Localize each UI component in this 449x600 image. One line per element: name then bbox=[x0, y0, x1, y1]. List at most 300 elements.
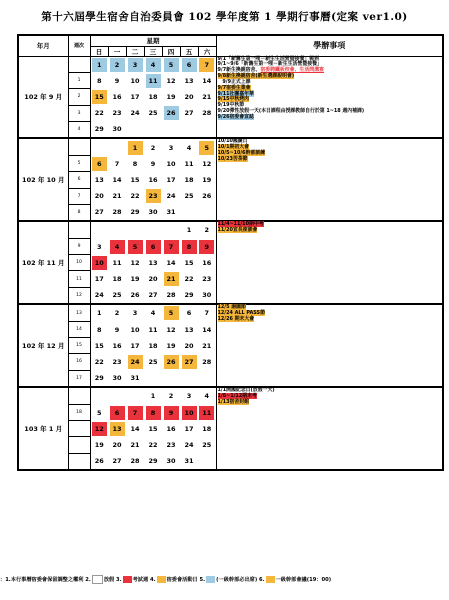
day-cell bbox=[108, 56, 126, 73]
day-number: 23 bbox=[202, 275, 212, 284]
day-number: 24 bbox=[128, 355, 143, 369]
day-number: 9 bbox=[114, 76, 120, 85]
day-number: 4 bbox=[204, 392, 210, 401]
day-number: 12 bbox=[130, 258, 140, 267]
day-cell bbox=[126, 239, 144, 255]
day-cell bbox=[162, 387, 180, 404]
event-text: 9/7新生換親宿舍、 bbox=[217, 67, 261, 74]
day-cell bbox=[108, 156, 126, 172]
day-cell bbox=[126, 56, 144, 73]
event-text: 9/20彈性放假一天(本日課程由授課教師自行於第 1~18 週內補課) bbox=[217, 108, 365, 115]
day-cell bbox=[144, 404, 162, 420]
day-cell bbox=[162, 437, 180, 453]
day-cell bbox=[144, 387, 162, 404]
day-cell bbox=[108, 354, 126, 370]
day-cell bbox=[180, 156, 198, 172]
week-number bbox=[68, 421, 90, 437]
week-number: 6 bbox=[68, 172, 90, 188]
day-number: 27 bbox=[184, 109, 194, 118]
day-number: 24 bbox=[94, 291, 104, 300]
legend-index-4: 4. bbox=[150, 577, 156, 583]
day-cell bbox=[144, 370, 162, 387]
day-number: 15 bbox=[94, 341, 104, 350]
week-number bbox=[68, 138, 90, 155]
day-number bbox=[146, 371, 161, 385]
event-text: 1/1開國紀念日(放假一天) bbox=[217, 387, 275, 394]
day-cell bbox=[126, 437, 144, 453]
day-cell bbox=[144, 437, 162, 453]
day-cell bbox=[180, 387, 198, 404]
day-number: 14 bbox=[202, 325, 212, 334]
day-cell bbox=[144, 73, 162, 89]
day-cell bbox=[144, 172, 162, 188]
day-number bbox=[182, 205, 197, 219]
day-number: 17 bbox=[130, 341, 140, 350]
day-cell bbox=[198, 354, 216, 370]
day-number: 25 bbox=[148, 357, 158, 366]
day-cell bbox=[198, 271, 216, 287]
day-cell bbox=[162, 271, 180, 287]
day-number: 21 bbox=[112, 192, 122, 201]
day-number: 7 bbox=[204, 309, 210, 318]
day-number: 6 bbox=[182, 58, 197, 72]
day-cell bbox=[126, 271, 144, 287]
day-number: 22 bbox=[148, 440, 158, 449]
event-text: 9/1「新舊生第一哩－新生生活營暨接餐」報到 bbox=[217, 55, 320, 62]
day-cell bbox=[108, 138, 126, 155]
day-number: 6 bbox=[186, 309, 192, 318]
day-cell bbox=[180, 255, 198, 271]
day-number: 5 bbox=[128, 240, 143, 254]
day-cell bbox=[162, 73, 180, 89]
weekday-header: 日 bbox=[90, 46, 108, 56]
day-cell bbox=[198, 204, 216, 221]
weekday-header: 五 bbox=[180, 46, 198, 56]
day-cell bbox=[108, 204, 126, 221]
event-text: 9/8新生換親宿舍(新生選課說明會) bbox=[217, 73, 295, 80]
day-cell bbox=[198, 221, 216, 238]
day-number: 7 bbox=[114, 159, 120, 168]
day-cell bbox=[90, 387, 108, 404]
day-cell bbox=[108, 89, 126, 105]
day-number: 26 bbox=[130, 291, 140, 300]
day-number: 24 bbox=[184, 440, 194, 449]
day-number: 12 bbox=[202, 159, 212, 168]
day-number: 1 bbox=[92, 58, 107, 72]
day-cell bbox=[90, 354, 108, 370]
day-number: 16 bbox=[148, 175, 158, 184]
day-number: 18 bbox=[148, 341, 158, 350]
event-text: 9/7宿委生業會 bbox=[217, 84, 251, 91]
event-text: 12/26 期末大會 bbox=[217, 316, 255, 322]
day-cell bbox=[162, 56, 180, 73]
day-number bbox=[182, 371, 197, 385]
day-cell bbox=[90, 338, 108, 354]
day-cell bbox=[90, 138, 108, 155]
day-cell bbox=[108, 304, 126, 321]
day-cell bbox=[144, 304, 162, 321]
day-cell bbox=[180, 188, 198, 204]
day-number: 8 bbox=[146, 406, 161, 420]
day-number: 12 bbox=[166, 76, 176, 85]
day-cell bbox=[126, 105, 144, 121]
day-cell bbox=[108, 271, 126, 287]
day-number: 8 bbox=[96, 325, 102, 334]
day-cell bbox=[90, 453, 108, 470]
day-cell bbox=[126, 404, 144, 420]
day-number: 29 bbox=[94, 125, 104, 134]
day-number: 25 bbox=[184, 192, 194, 201]
header-month: 年月 bbox=[18, 35, 68, 56]
event-text: 9/9正式上課 bbox=[217, 78, 251, 85]
day-cell bbox=[162, 338, 180, 354]
day-number: 30 bbox=[148, 208, 158, 217]
day-number: 1 bbox=[150, 392, 156, 401]
day-number: 23 bbox=[112, 357, 122, 366]
weekday-header: 一 bbox=[108, 46, 126, 56]
week-number bbox=[68, 453, 90, 470]
day-number: 11 bbox=[146, 74, 161, 88]
day-number: 4 bbox=[146, 58, 161, 72]
day-number: 13 bbox=[148, 258, 158, 267]
day-number: 2 bbox=[110, 58, 125, 72]
day-cell bbox=[162, 255, 180, 271]
day-cell bbox=[90, 404, 108, 420]
day-number: 24 bbox=[130, 109, 140, 118]
day-cell bbox=[162, 239, 180, 255]
event-text: 1/6~1/12期末考 bbox=[217, 393, 257, 400]
day-number: 19 bbox=[202, 175, 212, 184]
day-number: 27 bbox=[182, 355, 197, 369]
day-cell bbox=[90, 172, 108, 188]
day-cell bbox=[126, 89, 144, 105]
day-cell bbox=[180, 304, 198, 321]
week-number: 14 bbox=[68, 322, 90, 338]
day-number: 9 bbox=[199, 240, 214, 254]
day-cell bbox=[108, 172, 126, 188]
day-number: 12 bbox=[166, 325, 176, 334]
day-cell bbox=[108, 338, 126, 354]
day-number: 30 bbox=[202, 291, 212, 300]
day-number bbox=[110, 141, 125, 155]
day-cell bbox=[108, 370, 126, 387]
legend-exam: 考試週 bbox=[132, 577, 149, 583]
day-cell bbox=[162, 121, 180, 138]
day-number: 13 bbox=[110, 422, 125, 436]
day-cell bbox=[180, 172, 198, 188]
day-number: 3 bbox=[96, 242, 102, 251]
day-cell bbox=[90, 56, 108, 73]
day-cell bbox=[162, 304, 180, 321]
day-number: 24 bbox=[166, 192, 176, 201]
day-cell bbox=[180, 322, 198, 338]
day-number: 21 bbox=[130, 440, 140, 449]
day-cell bbox=[180, 121, 198, 138]
day-cell bbox=[126, 156, 144, 172]
day-number: 14 bbox=[112, 175, 122, 184]
day-cell bbox=[162, 105, 180, 121]
week-number: 13 bbox=[68, 304, 90, 321]
day-number: 4 bbox=[186, 143, 192, 152]
day-cell bbox=[126, 188, 144, 204]
day-number: 23 bbox=[166, 440, 176, 449]
week-number: 12 bbox=[68, 287, 90, 304]
day-cell bbox=[108, 121, 126, 138]
legend-index-5: 5. bbox=[199, 577, 206, 583]
day-cell bbox=[90, 370, 108, 387]
day-number: 15 bbox=[148, 424, 158, 433]
week-number bbox=[68, 221, 90, 238]
legend-swatch-meeting bbox=[266, 576, 275, 583]
day-cell bbox=[126, 387, 144, 404]
month-events bbox=[216, 138, 443, 221]
week-row bbox=[18, 387, 443, 404]
event-text: 1/13宿舍封館 bbox=[217, 398, 250, 405]
day-cell bbox=[144, 138, 162, 155]
day-cell bbox=[162, 221, 180, 238]
day-cell bbox=[108, 105, 126, 121]
event-text: 11/4~11/10期中考 bbox=[217, 221, 264, 228]
day-number: 8 bbox=[132, 159, 138, 168]
day-number: 1 bbox=[96, 309, 102, 318]
day-cell bbox=[144, 156, 162, 172]
day-number bbox=[92, 141, 107, 155]
week-number: 8 bbox=[68, 204, 90, 221]
weekday-header: 六 bbox=[198, 46, 216, 56]
day-cell bbox=[198, 188, 216, 204]
day-cell bbox=[180, 105, 198, 121]
day-cell bbox=[180, 338, 198, 354]
day-cell bbox=[144, 354, 162, 370]
day-cell bbox=[90, 304, 108, 321]
day-cell bbox=[144, 221, 162, 238]
week-row bbox=[18, 304, 443, 321]
day-cell bbox=[144, 338, 162, 354]
day-number: 2 bbox=[204, 226, 210, 235]
day-cell bbox=[198, 404, 216, 420]
day-number: 20 bbox=[94, 192, 104, 201]
day-number: 10 bbox=[130, 76, 140, 85]
day-number: 17 bbox=[130, 92, 140, 101]
day-number: 7 bbox=[199, 58, 214, 72]
week-row bbox=[18, 56, 443, 73]
day-cell bbox=[126, 322, 144, 338]
day-number bbox=[182, 122, 197, 136]
day-number: 19 bbox=[166, 341, 176, 350]
day-cell bbox=[90, 271, 108, 287]
month-events bbox=[216, 387, 443, 470]
day-number: 22 bbox=[130, 192, 140, 201]
day-number bbox=[92, 389, 107, 403]
day-number: 8 bbox=[182, 240, 197, 254]
day-number: 22 bbox=[184, 275, 194, 284]
event-text: 12/24 ALL PASS節 bbox=[217, 310, 265, 317]
day-number: 5 bbox=[199, 141, 214, 155]
day-cell bbox=[90, 188, 108, 204]
week-row bbox=[18, 138, 443, 155]
day-number: 28 bbox=[202, 109, 212, 118]
day-cell bbox=[90, 121, 108, 138]
day-number bbox=[164, 122, 179, 136]
day-number: 18 bbox=[148, 92, 158, 101]
day-number: 11 bbox=[148, 325, 158, 334]
legend-swatch-exam bbox=[123, 576, 132, 583]
legend-note: ：1.本行事曆宿委會保留調整之權利 bbox=[0, 577, 84, 583]
day-cell bbox=[90, 221, 108, 238]
day-cell bbox=[144, 271, 162, 287]
day-cell bbox=[126, 421, 144, 437]
day-number: 9 bbox=[150, 159, 156, 168]
day-number bbox=[146, 122, 161, 136]
event-line bbox=[217, 317, 443, 323]
day-number: 13 bbox=[184, 325, 194, 334]
day-number: 10 bbox=[182, 406, 197, 420]
day-cell bbox=[144, 453, 162, 470]
day-cell bbox=[108, 437, 126, 453]
day-cell bbox=[198, 287, 216, 304]
day-cell bbox=[198, 387, 216, 404]
day-number: 18 bbox=[112, 275, 122, 284]
day-number: 9 bbox=[164, 406, 179, 420]
week-number: 17 bbox=[68, 370, 90, 387]
day-number: 16 bbox=[112, 92, 122, 101]
event-text: 10/1期初大會 bbox=[217, 144, 250, 151]
day-number bbox=[199, 371, 214, 385]
day-number: 9 bbox=[114, 325, 120, 334]
week-number: 7 bbox=[68, 188, 90, 204]
day-number: 13 bbox=[94, 175, 104, 184]
day-number: 26 bbox=[94, 457, 104, 466]
day-cell bbox=[198, 453, 216, 470]
day-cell bbox=[198, 105, 216, 121]
day-cell bbox=[180, 287, 198, 304]
day-cell bbox=[198, 338, 216, 354]
day-number: 27 bbox=[94, 208, 104, 217]
day-cell bbox=[180, 437, 198, 453]
day-number bbox=[199, 454, 214, 468]
day-number bbox=[128, 223, 143, 237]
day-cell bbox=[162, 172, 180, 188]
event-text: 10/10國慶日 bbox=[217, 138, 248, 145]
day-cell bbox=[90, 255, 108, 271]
day-cell bbox=[198, 138, 216, 155]
day-cell bbox=[198, 239, 216, 255]
day-cell bbox=[108, 287, 126, 304]
day-cell bbox=[90, 239, 108, 255]
day-cell bbox=[162, 322, 180, 338]
day-cell bbox=[198, 304, 216, 321]
day-number: 29 bbox=[148, 457, 158, 466]
day-number: 6 bbox=[92, 157, 107, 171]
day-cell bbox=[90, 73, 108, 89]
day-cell bbox=[126, 138, 144, 155]
week-row bbox=[18, 221, 443, 238]
day-number: 26 bbox=[164, 355, 179, 369]
day-number: 11 bbox=[184, 159, 194, 168]
event-text: 12/5 湯圓節 bbox=[217, 304, 246, 311]
day-cell bbox=[162, 453, 180, 470]
day-cell bbox=[180, 56, 198, 73]
day-cell bbox=[198, 421, 216, 437]
month-label: 102 年 9 月 bbox=[18, 56, 68, 138]
day-number bbox=[110, 389, 125, 403]
day-number: 17 bbox=[184, 424, 194, 433]
day-cell bbox=[180, 89, 198, 105]
month-events bbox=[216, 56, 443, 138]
day-cell bbox=[162, 89, 180, 105]
day-number: 22 bbox=[94, 109, 104, 118]
day-number: 10 bbox=[166, 159, 176, 168]
day-cell bbox=[198, 73, 216, 89]
day-number: 3 bbox=[168, 143, 174, 152]
event-line bbox=[217, 157, 443, 163]
day-cell bbox=[144, 188, 162, 204]
header-events: 學辦事項 bbox=[216, 35, 443, 56]
day-cell bbox=[180, 138, 198, 155]
day-number: 26 bbox=[202, 192, 212, 201]
day-cell bbox=[198, 89, 216, 105]
day-number: 19 bbox=[166, 92, 176, 101]
day-cell bbox=[90, 287, 108, 304]
day-number: 23 bbox=[146, 189, 161, 203]
day-number bbox=[164, 371, 179, 385]
event-line bbox=[217, 228, 443, 234]
day-cell bbox=[126, 338, 144, 354]
day-number: 2 bbox=[114, 309, 120, 318]
day-number: 11 bbox=[199, 406, 214, 420]
day-number: 5 bbox=[164, 306, 179, 320]
day-number: 28 bbox=[112, 208, 122, 217]
day-cell bbox=[198, 121, 216, 138]
day-cell bbox=[144, 287, 162, 304]
day-cell bbox=[90, 156, 108, 172]
day-cell bbox=[180, 204, 198, 221]
day-number: 11 bbox=[112, 258, 122, 267]
event-text-highlight: 宿委聘鐵板校會、生活問溝宴 bbox=[260, 67, 324, 74]
day-cell bbox=[162, 156, 180, 172]
week-number: 4 bbox=[68, 121, 90, 138]
calendar-table bbox=[17, 34, 444, 471]
day-number bbox=[199, 205, 214, 219]
legend-index-2: 2. bbox=[85, 577, 91, 583]
day-number: 1 bbox=[128, 141, 143, 155]
day-number bbox=[146, 223, 161, 237]
day-cell bbox=[162, 188, 180, 204]
day-cell bbox=[162, 138, 180, 155]
day-number: 31 bbox=[130, 374, 140, 383]
day-number: 19 bbox=[130, 275, 140, 284]
day-number bbox=[92, 223, 107, 237]
day-cell bbox=[198, 255, 216, 271]
day-number: 2 bbox=[150, 143, 156, 152]
day-number: 13 bbox=[184, 76, 194, 85]
day-cell bbox=[198, 322, 216, 338]
day-number: 18 bbox=[184, 175, 194, 184]
day-number: 29 bbox=[130, 208, 140, 217]
day-number: 3 bbox=[128, 58, 143, 72]
week-number bbox=[68, 437, 90, 453]
day-number bbox=[110, 223, 125, 237]
week-number: 2 bbox=[68, 89, 90, 105]
day-cell bbox=[144, 421, 162, 437]
event-text: 10/5~10/6幹部訓練 bbox=[217, 150, 266, 157]
legend bbox=[0, 575, 449, 584]
event-text: 9/26宿委會宣誌 bbox=[217, 113, 254, 120]
day-cell bbox=[126, 287, 144, 304]
event-text: 9/1~9/6「新舊生第一哩－新生生活營暨接餐」 bbox=[217, 61, 322, 68]
week-number bbox=[68, 56, 90, 73]
day-number: 5 bbox=[164, 58, 179, 72]
